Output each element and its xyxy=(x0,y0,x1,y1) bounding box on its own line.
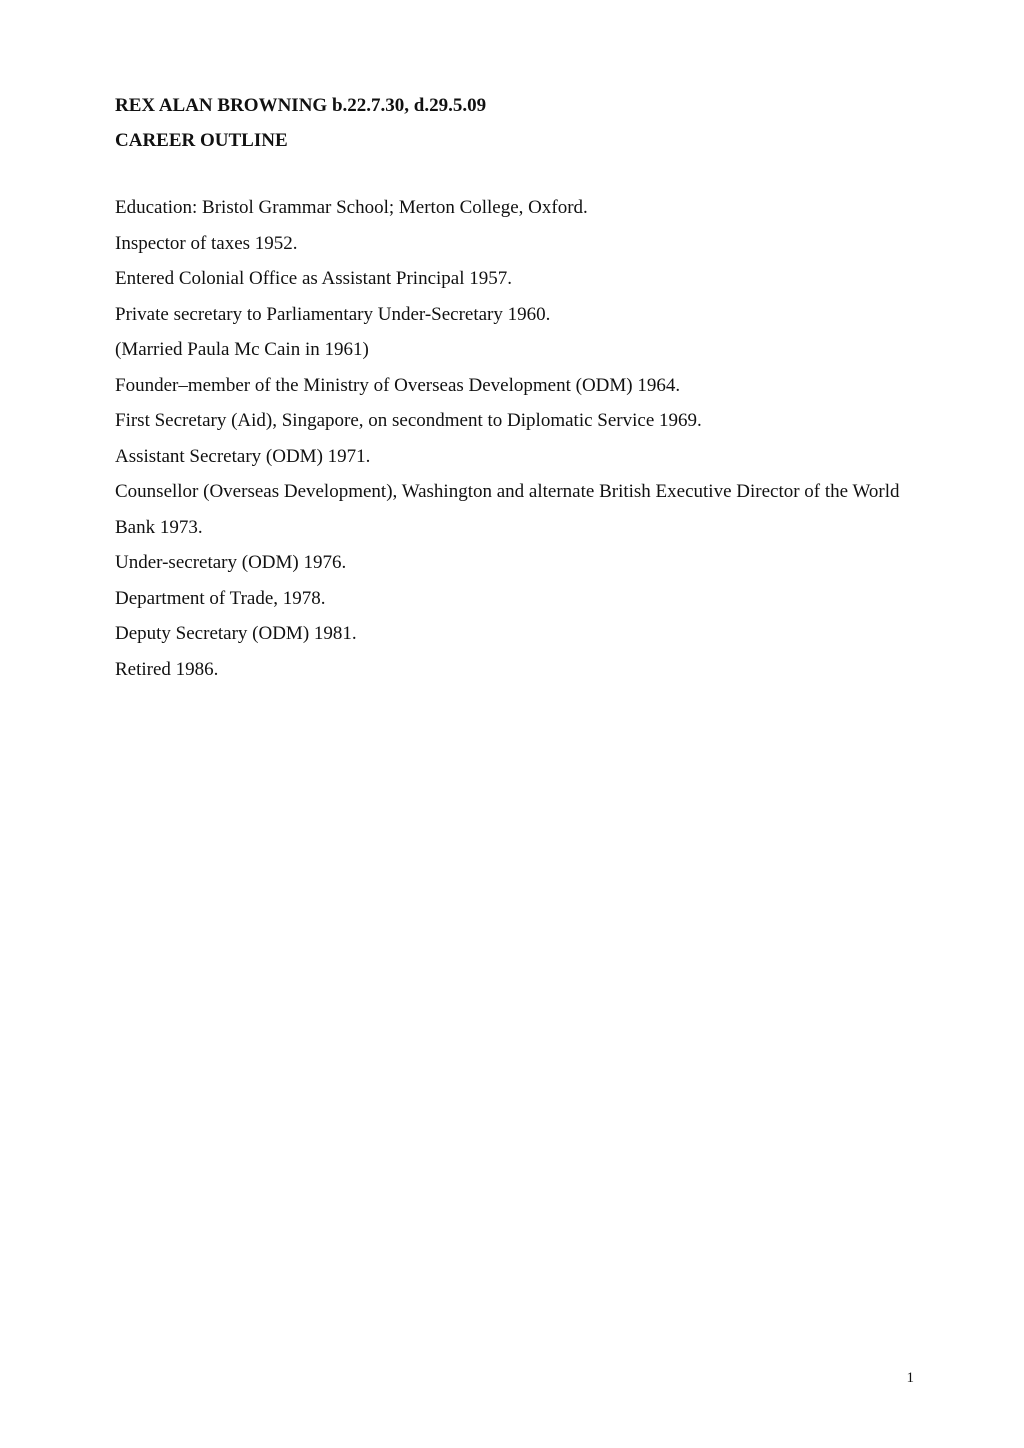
entry-colonial-office: Entered Colonial Office as Assistant Principal 1957. xyxy=(115,268,512,289)
entry-under-secretary: Under-secretary (ODM) 1976. xyxy=(115,552,347,573)
career-entries xyxy=(115,190,905,687)
entry-assistant-secretary: Assistant Secretary (ODM) 1971. xyxy=(115,445,371,467)
page-number: 1 xyxy=(906,1370,914,1386)
entry-founder-member-odm: Founder–member of the Ministry of Overseas Development (ODM) 1964. xyxy=(115,374,681,396)
entry-department-of-trade: Department of Trade, 1978. xyxy=(115,587,326,609)
entry-inspector-of-taxes: Inspector of taxes 1952. xyxy=(115,232,298,254)
entry-retired: Retired 1986. xyxy=(115,658,219,680)
document-heading xyxy=(115,88,915,158)
name-and-dates-heading: REX ALAN BROWNING b.22.7.30, d.29.5.09 xyxy=(115,95,487,116)
entry-marriage: (Married Paula Mc Cain in 1961) xyxy=(115,339,369,360)
entry-private-secretary: Private secretary to Parliamentary Under-Secretary 1960. xyxy=(115,303,551,325)
career-outline-heading: CAREER OUTLINE xyxy=(115,130,288,151)
entry-first-secretary-singapore: First Secretary (Aid), Singapore, on secondment to Diplomatic Service 1969. xyxy=(115,410,702,431)
entry-counsellor-washington: Counsellor (Overseas Development), Washington and alternate British Executive Director of the World Bank 1973. xyxy=(115,481,900,538)
entry-education: Education: Bristol Grammar School; Merton College, Oxford. xyxy=(115,197,588,218)
entry-deputy-secretary: Deputy Secretary (ODM) 1981. xyxy=(115,623,357,644)
